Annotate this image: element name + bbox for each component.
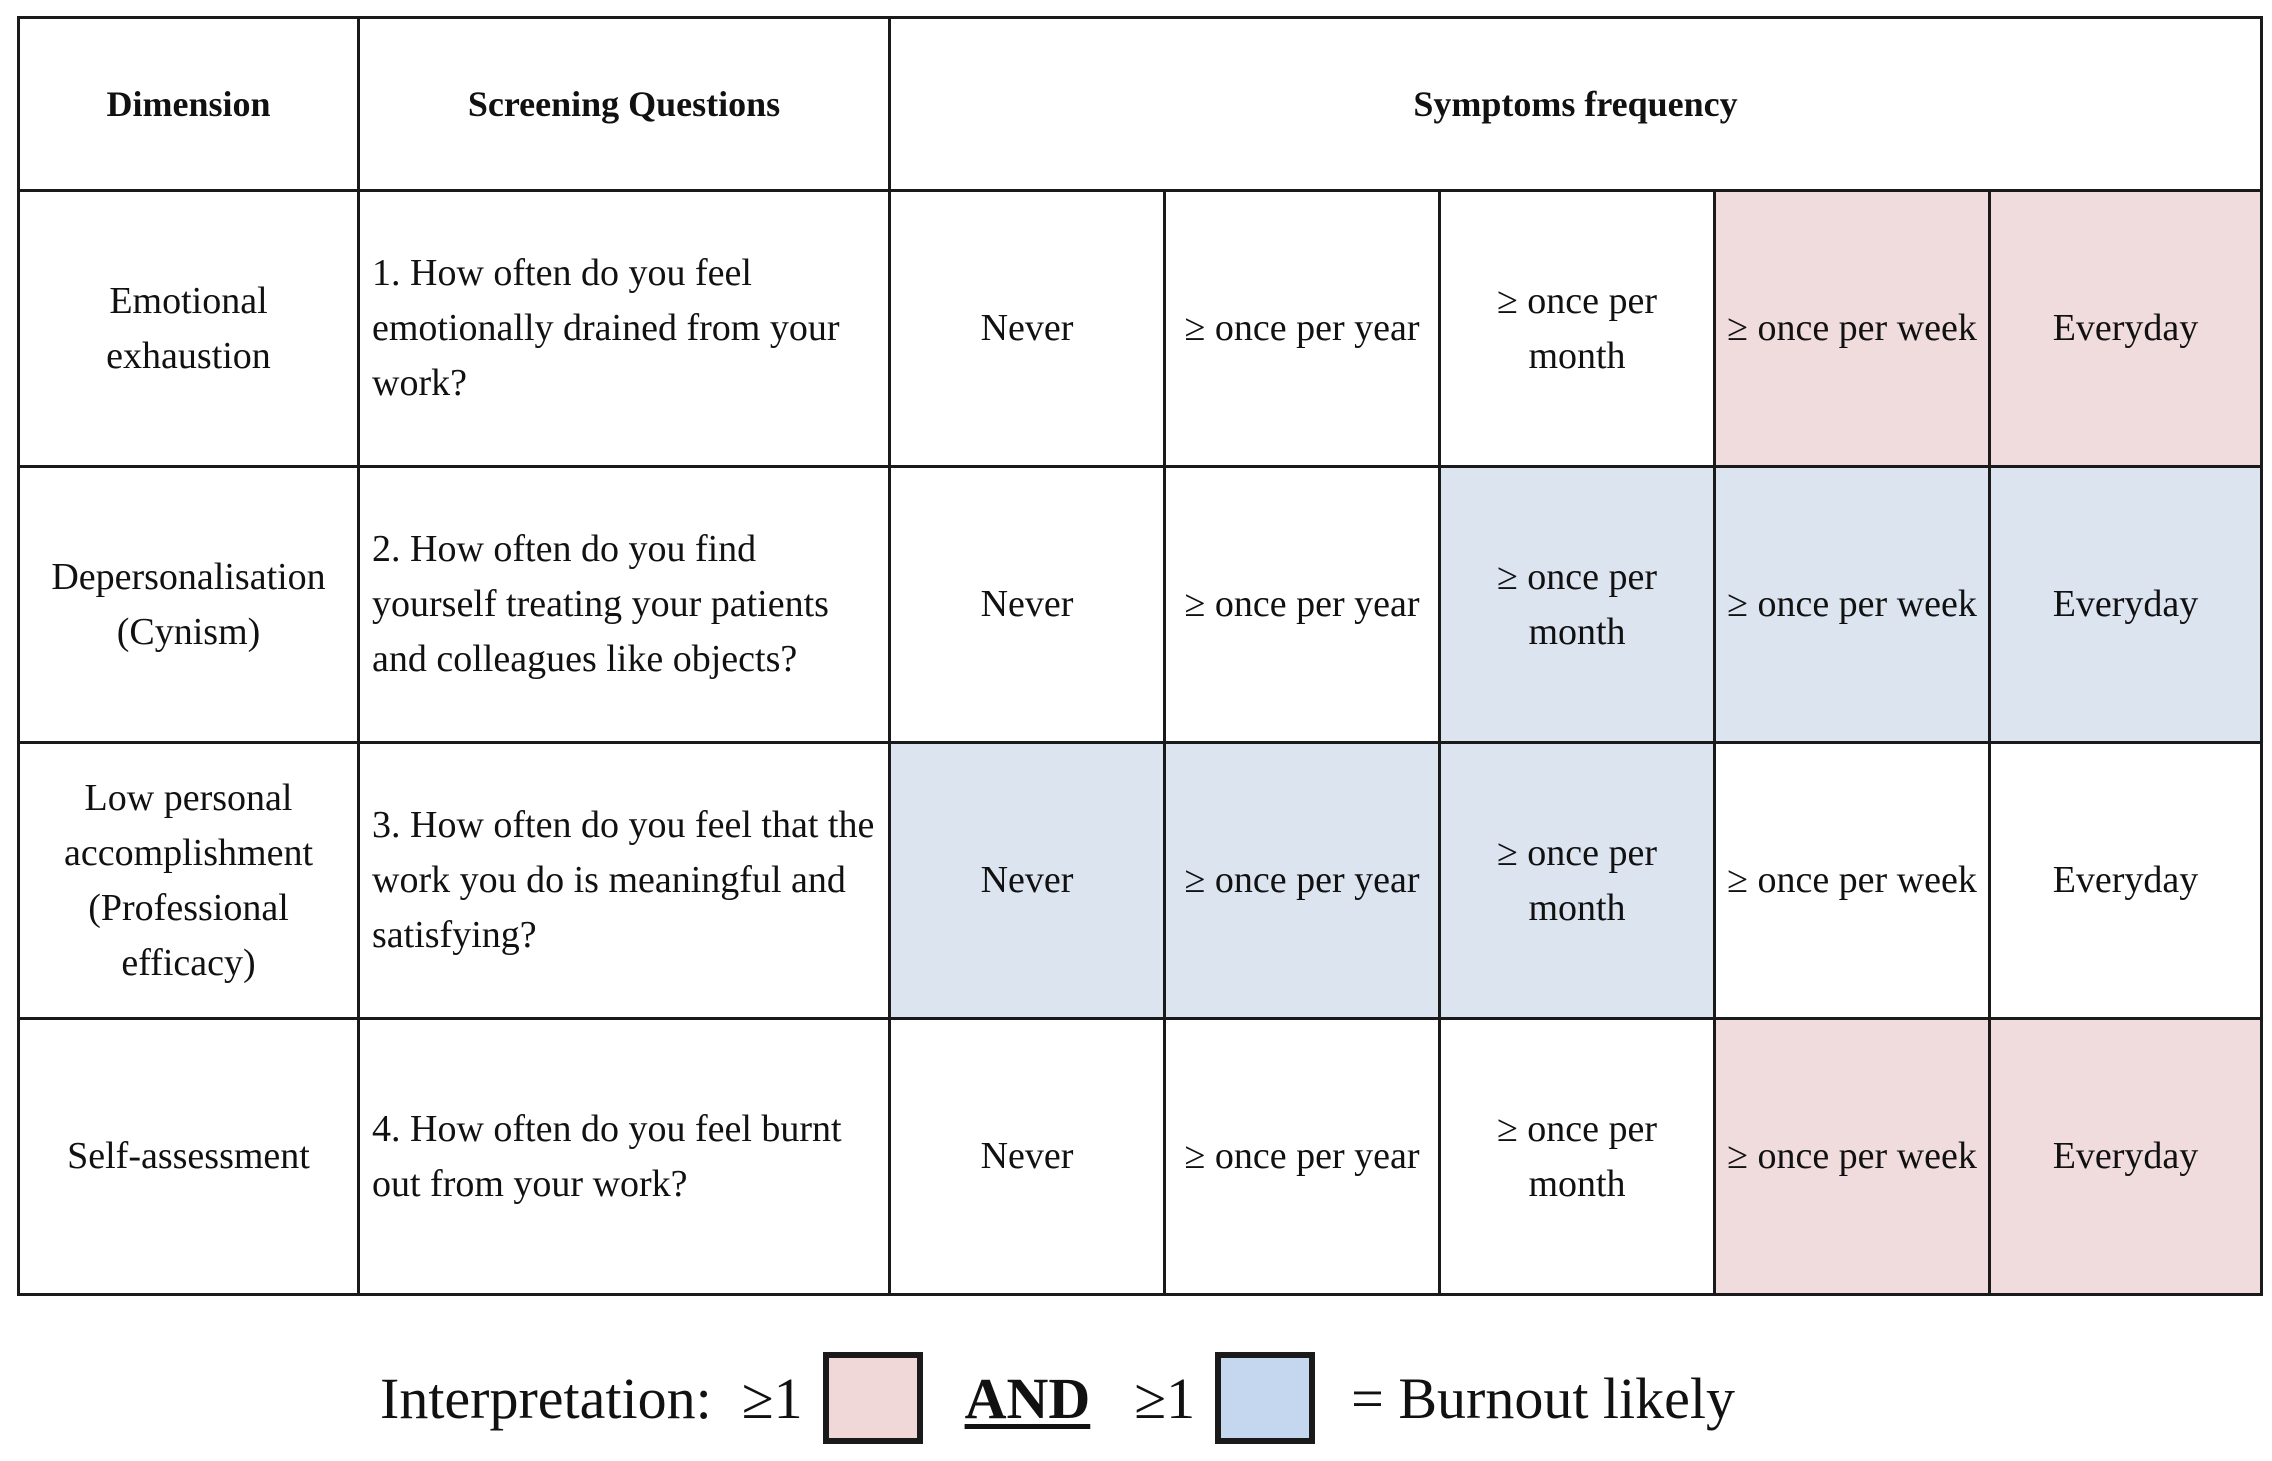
frequency-cell: ≥ once per year [1165, 743, 1440, 1019]
interpretation-legend [380, 1348, 1735, 1448]
table-row [19, 467, 2262, 743]
table-header-row [19, 18, 2262, 191]
frequency-cell: ≥ once per week [1715, 191, 1990, 467]
blue-swatch [1215, 1352, 1315, 1444]
frequency-cell: Everyday [1990, 743, 2262, 1019]
legend-result: = Burnout likely [1351, 1365, 1736, 1431]
header-dimension: Dimension [19, 18, 359, 191]
dimension-cell: Emotional exhaustion [19, 191, 359, 467]
frequency-cell: ≥ once per month [1440, 467, 1715, 743]
frequency-cell: Never [890, 1019, 1165, 1295]
frequency-cell: ≥ once per week [1715, 467, 1990, 743]
frequency-cell: ≥ once per year [1165, 467, 1440, 743]
frequency-cell: ≥ once per week [1715, 743, 1990, 1019]
frequency-cell: Everyday [1990, 191, 2262, 467]
legend-threshold-pink: ≥1 [741, 1365, 803, 1431]
pink-swatch [823, 1352, 923, 1444]
table-row [19, 743, 2262, 1019]
dimension-cell: Low personal accomplishment (Professional efficacy) [19, 743, 359, 1019]
question-cell: 2. How often do you find yourself treating your patients and colleagues like objects? [359, 467, 890, 743]
frequency-cell: Never [890, 743, 1165, 1019]
question-cell: 4. How often do you feel burnt out from your work? [359, 1019, 890, 1295]
frequency-cell: ≥ once per year [1165, 1019, 1440, 1295]
header-symptoms-frequency: Symptoms frequency [890, 18, 2262, 191]
frequency-cell: ≥ once per year [1165, 191, 1440, 467]
question-cell: 3. How often do you feel that the work you do is meaningful and satisfying? [359, 743, 890, 1019]
dimension-cell: Self-assessment [19, 1019, 359, 1295]
legend-threshold-blue: ≥1 [1134, 1365, 1196, 1431]
question-cell: 1. How often do you feel emotionally drained from your work? [359, 191, 890, 467]
frequency-cell: ≥ once per month [1440, 1019, 1715, 1295]
legend-prefix: Interpretation: [380, 1365, 712, 1431]
frequency-cell: ≥ once per week [1715, 1019, 1990, 1295]
burnout-screening-table [17, 16, 2263, 1296]
frequency-cell: Everyday [1990, 467, 2262, 743]
header-screening-questions: Screening Questions [359, 18, 890, 191]
frequency-cell: ≥ once per month [1440, 191, 1715, 467]
frequency-cell: Never [890, 191, 1165, 467]
frequency-cell: Everyday [1990, 1019, 2262, 1295]
frequency-cell: ≥ once per month [1440, 743, 1715, 1019]
table-row [19, 191, 2262, 467]
frequency-cell: Never [890, 467, 1165, 743]
table-row [19, 1019, 2262, 1295]
dimension-cell: Depersonalisation (Cynism) [19, 467, 359, 743]
legend-and: AND [964, 1365, 1091, 1431]
